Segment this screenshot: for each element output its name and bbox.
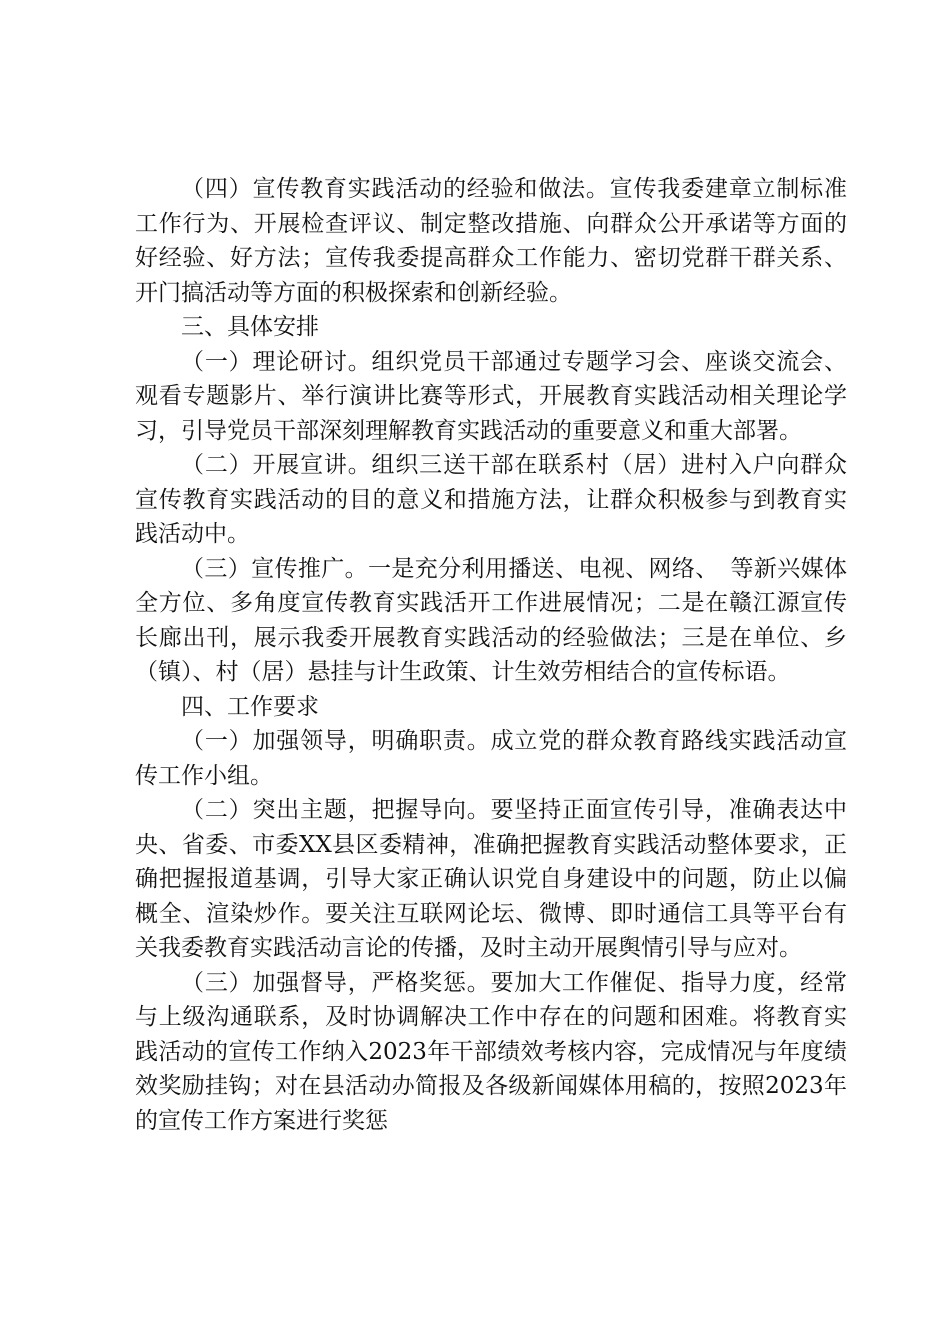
paragraph-promotion: （三）宣传推广。一是充分利用播送、电视、网络、 等新兴媒体全方位、多角度宣传教育实践活开工作进展情况；二是在赣江源宣传长廊出刊，展示我委开展教育实践活动的经验做法；三是在单位、乡（镇）、村（居）悬挂与计生政策、计生效劳相结合的宣传标语。 bbox=[135, 555, 847, 685]
paragraph-theory-study: （一）理论研讨。组织党员干部通过专题学习会、座谈交流会、观看专题影片、举行演讲比赛等形式，开展教育实践活动相关理论学习，引导党员干部深刻理解教育实践活动的重要意义和重大部署。 bbox=[135, 348, 847, 444]
section-heading-requirements: 四、工作要求 bbox=[181, 693, 319, 720]
document-page bbox=[135, 172, 847, 1138]
paragraph-publicity-experience: （四）宣传教育实践活动的经验和做法。宣传我委建章立制标准工作行为、开展检查评议、制定整改措施、向群众公开承诺等方面的好经验、好方法；宣传我委提高群众工作能力、密切党群干群关系、开门搞活动等方面的积极探索和创新经验。 bbox=[135, 176, 847, 306]
paragraph-guidance: （二）突出主题，把握导向。要坚持正面宣传引导，准确表达中央、省委、市委XX县区委精神，准确把握教育实践活动整体要求，正确把握报道基调，引导大家正确认识党自身建设中的问题，防止以偏概全、渲染炒作。要关注互联网论坛、微博、即时通信工具等平台有关我委教育实践活动言论的传播，及时主动开展舆情引导与应对。 bbox=[135, 797, 847, 961]
paragraph-lectures: （二）开展宣讲。组织三送干部在联系村（居）进村入户向群众宣传教育实践活动的目的意义和措施方法，让群众积极参与到教育实践活动中。 bbox=[135, 452, 847, 547]
paragraph-supervision: （三）加强督导，严格奖惩。要加大工作催促、指导力度，经常与上级沟通联系，及时协调解决工作中存在的问题和困难。将教育实践活动的宣传工作纳入2023年干部绩效考核内容，完成情况与年度绩效奖励挂钩；对在县活动办简报及各级新闻媒体用稿的，按照2023年的宣传工作方案进行奖惩 bbox=[135, 969, 847, 1134]
section-heading-arrangement: 三、具体安排 bbox=[181, 314, 319, 340]
paragraph-leadership: （一）加强领导，明确职责。成立党的群众教育路线实践活动宣传工作小组。 bbox=[135, 728, 847, 789]
